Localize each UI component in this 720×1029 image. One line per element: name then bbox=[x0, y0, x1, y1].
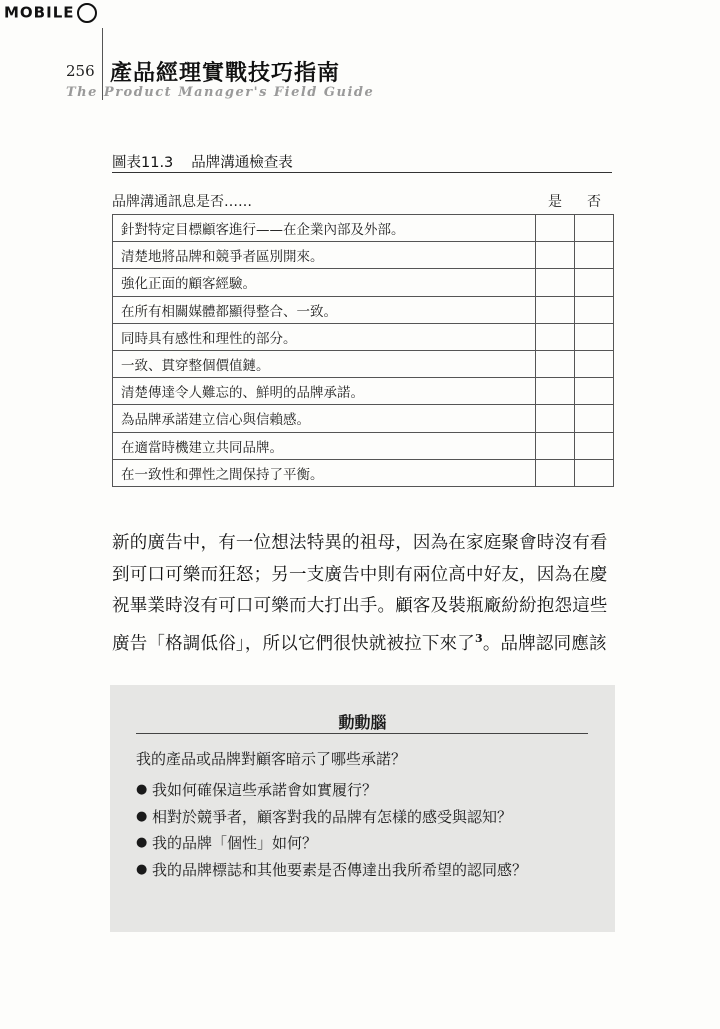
no-checkbox[interactable] bbox=[575, 242, 614, 269]
brainstorm-title: 動動腦 bbox=[338, 713, 387, 732]
checklist-item: 同時具有感性和理性的部分。 bbox=[113, 323, 536, 350]
checklist-item: 為品牌承諾建立信心與信賴感。 bbox=[113, 405, 536, 432]
bullet-icon: ● bbox=[136, 782, 148, 797]
yes-checkbox[interactable] bbox=[536, 459, 575, 486]
body-line: 祝畢業時沒有可口可樂而大打出手。顧客及裝瓶廠紛紛抱怨這些 bbox=[112, 596, 608, 616]
yes-checkbox[interactable] bbox=[536, 296, 575, 323]
checklist-item: 在一致性和彈性之間保持了平衡。 bbox=[113, 459, 536, 486]
caption-rule bbox=[112, 172, 612, 173]
body-paragraph bbox=[112, 528, 617, 660]
no-checkbox[interactable] bbox=[575, 269, 614, 296]
figure-caption bbox=[112, 151, 293, 172]
bullet-icon: ● bbox=[136, 861, 148, 877]
no-checkbox[interactable] bbox=[575, 215, 614, 242]
brainstorm-item bbox=[136, 830, 592, 856]
bullet-icon: ● bbox=[136, 835, 148, 850]
checklist-item: 強化正面的顧客經驗。 bbox=[113, 269, 536, 296]
checklist-item: 針對特定目標顧客進行——在企業內部及外部。 bbox=[113, 215, 536, 242]
mobile01-logo bbox=[4, 3, 97, 23]
logo-text: MOBILE bbox=[4, 3, 75, 22]
body-line-text: 。品牌認同應該 bbox=[482, 633, 607, 654]
body-line bbox=[112, 623, 617, 660]
brainstorm-item-text: 我的品牌「個性」如何？ bbox=[152, 834, 318, 852]
logo-circle-icon bbox=[77, 3, 97, 23]
checklist-row bbox=[113, 323, 614, 350]
bullet-icon: ● bbox=[136, 808, 148, 824]
body-line-text: 廣告「格調低俗」，所以它們很快就被拉下來了 bbox=[112, 633, 475, 654]
checklist-item: 在所有相關媒體都顯得整合、一致。 bbox=[113, 296, 536, 323]
checklist-row bbox=[113, 432, 614, 459]
checklist-item: 在適當時機建立共同品牌。 bbox=[113, 432, 536, 459]
checklist-row bbox=[113, 269, 614, 296]
no-checkbox[interactable] bbox=[575, 432, 614, 459]
brainstorm-item bbox=[136, 777, 592, 803]
page-number: 256 bbox=[66, 62, 95, 80]
no-checkbox[interactable] bbox=[575, 378, 614, 405]
footnote-marker: 3 bbox=[474, 631, 483, 645]
brainstorm-item bbox=[136, 857, 592, 883]
book-title: 產品經理實戰技巧指南 bbox=[110, 60, 341, 86]
brand-communication-checklist bbox=[112, 214, 614, 487]
no-checkbox[interactable] bbox=[575, 350, 614, 377]
checklist-item: 一致、貫穿整個價值鏈。 bbox=[113, 350, 536, 377]
brainstorm-item-text: 我如何確保這些承諾會如實履行？ bbox=[152, 781, 378, 799]
yes-checkbox[interactable] bbox=[536, 405, 575, 432]
body-line: 到可口可樂而狂怒；另一支廣告中則有兩位高中好友，因為在慶 bbox=[112, 564, 608, 585]
yes-checkbox[interactable] bbox=[536, 378, 575, 405]
checklist-row bbox=[113, 378, 614, 405]
yes-checkbox[interactable] bbox=[536, 242, 575, 269]
figure-number: 圖表11.3 bbox=[112, 155, 174, 171]
no-checkbox[interactable] bbox=[575, 323, 614, 350]
no-checkbox[interactable] bbox=[575, 459, 614, 486]
checklist-item: 清楚地將品牌和競爭者區別開來。 bbox=[113, 242, 536, 269]
brainstorm-intro: 我的產品或品牌對顧客暗示了哪些承諾？ bbox=[136, 750, 407, 768]
brainstorm-item-text: 我的品牌標誌和其他要素是否傳達出我所希望的認同感？ bbox=[152, 860, 528, 879]
yes-checkbox[interactable] bbox=[536, 432, 575, 459]
yes-checkbox[interactable] bbox=[536, 215, 575, 242]
no-checkbox[interactable] bbox=[575, 405, 614, 432]
brainstorm-rule bbox=[136, 733, 588, 734]
question-header: 品牌溝通訊息是否…… bbox=[112, 194, 252, 210]
brainstorm-item bbox=[136, 804, 592, 830]
checklist-item: 清楚傳達令人難忘的、鮮明的品牌承諾。 bbox=[113, 378, 536, 405]
no-column-label: 否 bbox=[587, 194, 601, 210]
checklist-row bbox=[113, 215, 614, 242]
checklist-row bbox=[113, 459, 614, 486]
yes-checkbox[interactable] bbox=[536, 350, 575, 377]
yes-checkbox[interactable] bbox=[536, 269, 575, 296]
brainstorm-list bbox=[136, 777, 592, 883]
figure-title: 品牌溝通檢查表 bbox=[191, 155, 293, 171]
brainstorm-item-text: 相對於競爭者，顧客對我的品牌有怎樣的感受與認知？ bbox=[152, 807, 513, 826]
yes-checkbox[interactable] bbox=[536, 323, 575, 350]
yes-column-label: 是 bbox=[548, 194, 562, 210]
checklist-row bbox=[113, 350, 614, 377]
no-checkbox[interactable] bbox=[575, 296, 614, 323]
brainstorm-box bbox=[110, 685, 615, 932]
checklist-row bbox=[113, 296, 614, 323]
checklist-row bbox=[113, 405, 614, 432]
body-line: 新的廣告中，有一位想法特異的祖母，因為在家庭聚會時沒有看 bbox=[112, 533, 608, 553]
book-subtitle: The Product Manager's Field Guide bbox=[66, 85, 375, 100]
checklist-row bbox=[113, 242, 614, 269]
